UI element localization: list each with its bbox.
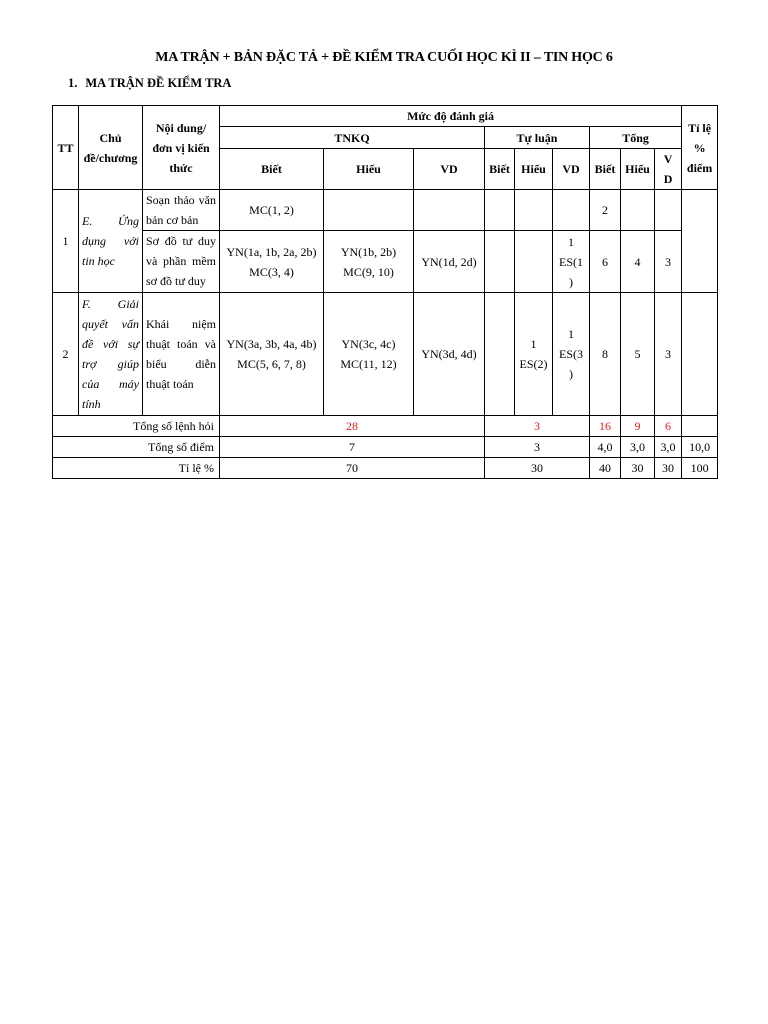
summary-vd: 30 <box>655 458 682 479</box>
summary-ratio: 100 <box>682 458 718 479</box>
cell-total-biet: 2 <box>590 190 621 231</box>
unit-content: Soạn thảo văn bản cơ bản <box>143 190 220 231</box>
cell-total-vd <box>655 190 682 231</box>
cell-ratio <box>682 293 718 416</box>
cell-essay-hieu: 1 ES(2) <box>515 293 553 416</box>
header-tnkq-hieu: Hiểu <box>324 149 414 190</box>
section-number: 1. <box>68 76 78 90</box>
summary-hieu: 9 <box>621 416 655 437</box>
header-total-vd: V D <box>655 149 682 190</box>
cell-tnkq-hieu <box>324 190 414 231</box>
row-topic: E. Ứng dụng với tin học <box>79 190 143 293</box>
summary-label: Tổng số điểm <box>53 437 220 458</box>
summary-label: Tổng số lệnh hỏi <box>53 416 220 437</box>
cell-essay-vd: 1 ES(1 ) <box>553 231 590 293</box>
summary-tnkq: 70 <box>220 458 485 479</box>
summary-biet: 40 <box>590 458 621 479</box>
unit-content: Khái niệm thuật toán và biểu diễn thuật toán <box>143 293 220 416</box>
cell-total-vd: 3 <box>655 293 682 416</box>
summary-ratio <box>682 416 718 437</box>
header-tnkq-biet: Biết <box>220 149 324 190</box>
cell-total-biet: 6 <box>590 231 621 293</box>
summary-label: Tỉ lệ % <box>53 458 220 479</box>
header-chapter: Chủ đề/chương <box>79 106 143 190</box>
summary-vd: 6 <box>655 416 682 437</box>
cell-essay-biet <box>485 190 515 231</box>
cell-tnkq-hieu: YN(3c, 4c) MC(11, 12) <box>324 293 414 416</box>
header-content: Nội dung/đơn vị kiến thức <box>143 106 220 190</box>
cell-total-hieu <box>621 190 655 231</box>
cell-tnkq-vd <box>414 190 485 231</box>
row-tt: 1 <box>53 190 79 293</box>
table-row <box>53 190 718 231</box>
summary-ratio: 10,0 <box>682 437 718 458</box>
header-tnkq-vd: VD <box>414 149 485 190</box>
header-ratio: Tỉ lệ % điểm <box>682 106 718 190</box>
cell-tnkq-biet: YN(3a, 3b, 4a, 4b) MC(5, 6, 7, 8) <box>220 293 324 416</box>
cell-essay-vd: 1 ES(3 ) <box>553 293 590 416</box>
cell-ratio <box>682 190 718 293</box>
header-essay: Tự luận <box>485 127 590 149</box>
cell-essay-biet <box>485 231 515 293</box>
summary-biet: 16 <box>590 416 621 437</box>
header-tnkq: TNKQ <box>220 127 485 149</box>
summary-essay: 30 <box>485 458 590 479</box>
document-title: MA TRẬN + BẢN ĐẶC TẢ + ĐỀ KIỂM TRA CUỐI HỌC KÌ II – TIN HỌC 6 <box>155 50 613 65</box>
cell-essay-biet <box>485 293 515 416</box>
cell-tnkq-biet: MC(1, 2) <box>220 190 324 231</box>
summary-essay: 3 <box>485 416 590 437</box>
cell-total-hieu: 5 <box>621 293 655 416</box>
summary-row-points <box>53 437 718 458</box>
cell-tnkq-vd: YN(1d, 2d) <box>414 231 485 293</box>
summary-tnkq: 7 <box>220 437 485 458</box>
header-total-biet: Biết <box>590 149 621 190</box>
row-tt: 2 <box>53 293 79 416</box>
unit-content: Sơ đồ tư duy và phần mềm sơ đồ tư duy <box>143 231 220 293</box>
summary-hieu: 30 <box>621 458 655 479</box>
cell-essay-hieu <box>515 190 553 231</box>
assessment-matrix-table <box>52 105 718 479</box>
summary-essay: 3 <box>485 437 590 458</box>
cell-total-vd: 3 <box>655 231 682 293</box>
summary-row-questions <box>53 416 718 437</box>
header-essay-vd: VD <box>553 149 590 190</box>
summary-row-percent <box>53 458 718 479</box>
header-essay-hieu: Hiểu <box>515 149 553 190</box>
cell-essay-vd <box>553 190 590 231</box>
header-essay-biet: Biết <box>485 149 515 190</box>
cell-tnkq-hieu: YN(1b, 2b) MC(9, 10) <box>324 231 414 293</box>
table-row <box>53 293 718 416</box>
section-heading <box>68 76 231 91</box>
header-total: Tổng <box>590 127 682 149</box>
summary-hieu: 3,0 <box>621 437 655 458</box>
cell-total-biet: 8 <box>590 293 621 416</box>
header-tt: TT <box>53 106 79 190</box>
cell-tnkq-biet: YN(1a, 1b, 2a, 2b) MC(3, 4) <box>220 231 324 293</box>
cell-total-hieu: 4 <box>621 231 655 293</box>
summary-biet: 4,0 <box>590 437 621 458</box>
summary-vd: 3,0 <box>655 437 682 458</box>
cell-essay-hieu <box>515 231 553 293</box>
header-level: Mức độ đánh giá <box>220 106 682 127</box>
row-topic: F. Giải quyết vấn đề với sự trợ giúp của máy tính <box>79 293 143 416</box>
table-row <box>53 231 718 293</box>
section-label: MA TRẬN ĐỀ KIỂM TRA <box>85 76 232 90</box>
header-total-hieu: Hiểu <box>621 149 655 190</box>
cell-tnkq-vd: YN(3d, 4d) <box>414 293 485 416</box>
summary-tnkq: 28 <box>220 416 485 437</box>
